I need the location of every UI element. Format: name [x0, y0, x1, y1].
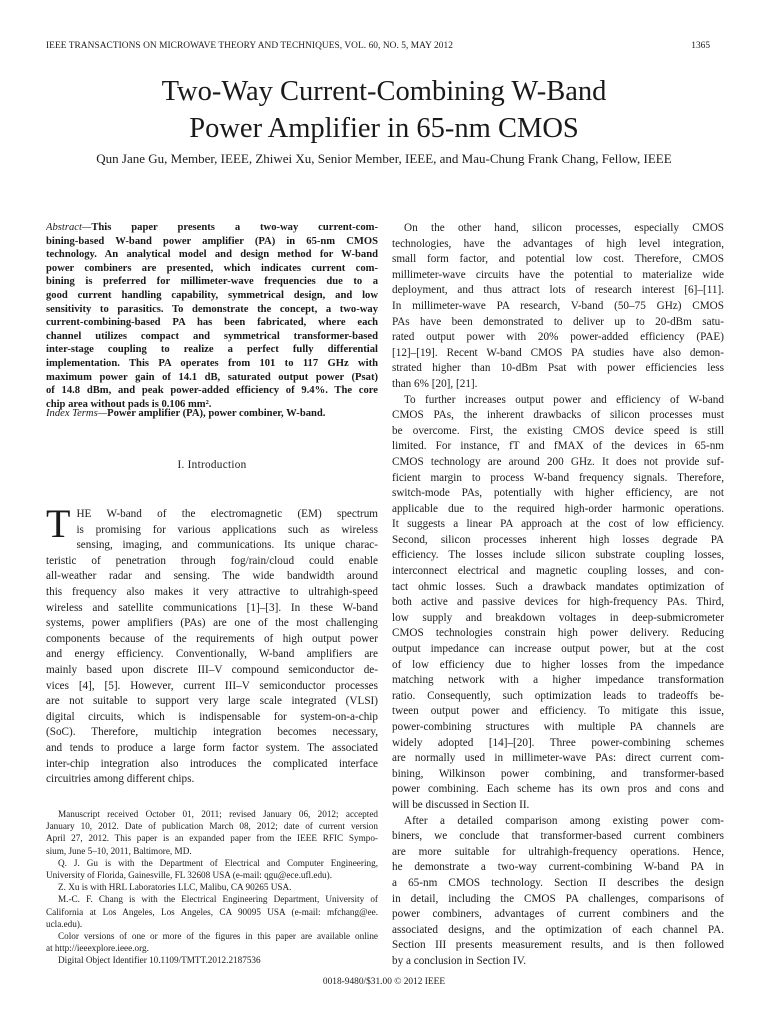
body-line: [12]–[19]. Recent W-band CMOS PA studies have also demon-: [392, 346, 724, 359]
body-line: It suggests a linear PA approach at the cost of low efficiency.: [392, 518, 724, 531]
introduction-text: [46, 501, 378, 788]
footnote-line: University of Florida, Gainesville, FL 32608 USA (e-mail: qgu@ece.ufl.edu).: [46, 869, 332, 880]
body-line: switch-mode PAs, potentially with higher efficiency, are not: [392, 487, 724, 500]
body-line: millimeter-wave circuits have the potential to materialize wide: [392, 268, 724, 281]
body-line: of low efficiency due to higher losses from the impedance: [392, 658, 724, 671]
abstract-line-text: bining-based W-band power amplifier (PA) in 65-nm CMOS: [46, 235, 378, 247]
copyright-footer: 0018-9480/$31.00 © 2012 IEEE: [322, 977, 446, 987]
body-line: applicable due to the required high-order harmonic operations.: [392, 502, 724, 515]
body-line: Second, silicon processes inherent high losses degrade PA: [392, 533, 724, 546]
index-terms: [46, 407, 378, 423]
abstract-line: [46, 371, 378, 385]
body-line: After a detailed comparison among existing power com-: [404, 814, 724, 827]
abstract-line: [46, 235, 378, 249]
abstract-line-text: implementation. This PA operates from 101 to 117 GHz with: [46, 357, 378, 369]
body-line: efficiency. The losses include silicon substrate coupling losses,: [392, 549, 724, 562]
body-line: are more suitable for ultrahigh-frequency operations. Hence,: [392, 845, 724, 858]
index-terms-text: Power amplifier (PA), power combiner, W-band.: [107, 408, 326, 419]
intro-line: HE W-band of the electromagnetic (EM) spectrum: [76, 508, 378, 520]
body-line: On the other hand, silicon processes, especially CMOS: [404, 222, 724, 234]
abstract-line-text: channel utilizes compact and symmetrical transformer-based: [46, 330, 378, 342]
body-line: CMOS technologies constrain high power delivery. Reducing: [392, 627, 724, 640]
body-line: To further increases output power and efficiency of W-band: [404, 393, 724, 406]
body-line: CMOS PAs, the inherent drawbacks of silicon processes must: [392, 409, 724, 422]
body-line: ficient margin to process W-band frequency signals. Therefore,: [392, 471, 724, 484]
body-line: small form factor, and potential low cost. Therefore, CMOS: [392, 253, 724, 266]
body-line: low supply and breakdown voltages in deep-submicrometer: [392, 611, 724, 624]
intro-line: are not suitable to support very large scale integrated (VLSI): [46, 695, 378, 708]
body-line: In millimeter-wave PA research, V-band (50–75 GHz) CMOS: [392, 299, 724, 312]
intro-line: (SoC). Therefore, multichip integration becomes necessary,: [46, 726, 378, 739]
footnote-line: sium, June 5–10, 2011, Baltimore, MD.: [46, 845, 192, 856]
body-line: strated higher than 10-dBm Psat with power efficiencies less: [392, 362, 724, 375]
body-line: biners, we conclude that transformer-based current combiners: [392, 830, 724, 843]
body-line: limited. For instance, fT and fMAX of the devices in 65-nm: [392, 440, 724, 453]
abstract-line: [46, 330, 378, 344]
footnote-line: April 27, 2012. This paper is an expanded paper from the IEEE RFIC Sympo-: [46, 833, 378, 844]
intro-line: this frequency also makes it very attractive to ultrahigh-speed: [46, 585, 378, 598]
abstract-line-text: good current handling capability, symmetrical design, and low: [46, 289, 378, 301]
footnote-line: ucla.edu).: [46, 918, 83, 929]
intro-line: mainly based upon discrete III–V compound semiconductor de-: [46, 663, 378, 676]
body-line: are normally used in millimeter-wave PAs: direct current com-: [392, 752, 724, 765]
body-line: tween output power and efficiency. To mitigate this issue,: [392, 705, 724, 718]
body-line: bining, Wilkinson power combining, and transformer-based: [392, 767, 724, 780]
body-line: will be discussed in Section II.: [392, 798, 530, 811]
intro-line: components because of the requirements of high output power: [46, 632, 378, 645]
abstract-line-text: bining is preferred for millimeter-wave frequencies due to a: [46, 276, 378, 288]
abstract: [46, 221, 378, 411]
abstract-line: [46, 262, 378, 276]
body-line: power combining. Each scheme has its own pros and cons and: [392, 783, 724, 796]
body-line: power-combining structures with multiple PA channels are: [392, 721, 724, 733]
footnote-line: California at Los Angeles, Los Angeles, CA 90095 USA (e-mail: mfchang@ee.: [46, 906, 378, 917]
abstract-line-text: maximum power gain of 14.1 dB, saturated output power (Psat): [46, 371, 378, 383]
footnote-line: January 10, 2012. Date of publication March 08, 2012; date of current version: [46, 821, 378, 832]
intro-line: is promising for various applications such as wireless: [76, 523, 378, 536]
index-terms-lead: Index Terms—: [46, 408, 108, 419]
body-line: Section III presents measurement results, and is then followed: [392, 939, 724, 952]
footnote-line: Manuscript received October 01, 2011; revised January 06, 2012; accepted: [58, 809, 378, 819]
paper-title-line-2: Power Amplifier in 65-nm CMOS: [189, 113, 579, 144]
abstract-line: [46, 384, 378, 398]
body-line: in detail, including the CMOS PA challenges, comparisons of: [392, 892, 724, 905]
body-line: CMOS technology are around 200 GHz. It does not provide suf-: [392, 455, 724, 468]
abstract-line-text: chip area without pads is 0.106 mm².: [46, 398, 212, 410]
body-line: interconnect electrical and magnetic coupling losses, and con-: [392, 565, 724, 578]
right-column-text: [392, 221, 724, 970]
journal-header: IEEE TRANSACTIONS ON MICROWAVE THEORY AND TECHNIQUES, VOL. 60, NO. 5, MAY 2012: [46, 41, 453, 51]
body-line: power combiners, advantages of current combiners and the: [392, 908, 724, 921]
footnote-line: Digital Object Identifier 10.1109/TMTT.2012.2187536: [58, 955, 261, 966]
footnotes: [46, 808, 378, 966]
abstract-line-text: technology. An analytical model and design method for W-band: [46, 249, 378, 261]
footnote-line: Color versions of one or more of the figures in this paper are available online: [58, 930, 378, 941]
footnote-line: at http://ieeexplore.ieee.org.: [46, 943, 149, 954]
abstract-line: [46, 248, 378, 262]
footnote-line: Z. Xu is with HRL Laboratories LLC, Malibu, CA 90265 USA.: [58, 882, 292, 893]
abstract-line: [46, 221, 378, 235]
intro-line: digital circuits, which is indispensable for system-on-a-chip: [46, 710, 378, 723]
abstract-line: [46, 303, 378, 317]
page-number: 1365: [691, 41, 710, 51]
body-line: by a conclusion in Section IV.: [392, 954, 527, 967]
intro-line: and tends to produce a large form factor system. The associated: [46, 741, 378, 754]
intro-line: systems, power amplifiers (PAs) are one of the most challenging: [46, 617, 378, 630]
author-list: Qun Jane Gu, Member, IEEE, Zhiwei Xu, Senior Member, IEEE, and Mau-Chung Frank Chang, Fellow, IEEE: [96, 151, 672, 166]
body-line: tact ohmic losses. Such a drawback mandates optimization of: [392, 580, 724, 593]
intro-line: and energy efficiency. Conventionally, W-band amplifiers are: [46, 648, 378, 661]
body-line: deployment, and thus attract lots of research interest [6]–[11].: [392, 284, 724, 297]
body-line: output impedance can increase output power, but at the cost: [392, 643, 724, 656]
body-line: a 65-nm CMOS technology. Section II describes the design: [392, 876, 724, 889]
abstract-line-text: This paper presents a two-way current-com-: [91, 222, 378, 233]
intro-line: inter-chip integration also introduces the complicated interface: [46, 757, 378, 770]
intro-line: all-weather radar and sensing. The wide bandwidth around: [46, 570, 378, 583]
abstract-line-text: sensitivity to parasitics. To demonstrate the concept, a two-way: [46, 303, 378, 315]
section-heading: I. Introduction: [177, 459, 247, 471]
body-line: associated designs, and the optimization of each channel PA.: [392, 923, 724, 936]
body-line: both active and passive devices for high-frequency PAs. Third,: [392, 596, 724, 609]
footnote-line: M.-C. F. Chang is with the Electrical Engineering Department, University of: [58, 894, 378, 905]
abstract-line: [46, 316, 378, 330]
body-line: be overcome. First, the existing CMOS device speed is still: [392, 424, 724, 437]
abstract-line: [46, 343, 378, 357]
body-line: matching network with a higher impedance transformation: [392, 674, 724, 687]
intro-line: teristic of penetration through fog/rain/cloud could enable: [46, 554, 378, 567]
abstract-line-text: current-combining-based PA has been fabricated, where each: [46, 317, 378, 329]
paper-title-line-1: Two-Way Current-Combining W-Band: [161, 76, 607, 107]
abstract-line: [46, 275, 378, 289]
abstract-line-text: power combiners are presented, which indicates current com-: [46, 262, 378, 274]
body-line: than 6% [20], [21].: [392, 377, 478, 390]
body-line: rated output power with 20% power-added efficiency (PAE): [392, 331, 724, 344]
abstract-line: [46, 289, 378, 303]
abstract-line: [46, 357, 378, 371]
body-line: ratio. Consequently, such optimization leads to tradeoffs be-: [392, 689, 724, 702]
body-line: he demonstrate a two-way current-combining W-band PA in: [392, 861, 724, 874]
abstract-line-text: inter-stage coupling to realize a perfect fully differential: [46, 344, 378, 356]
intro-line: wireless and satellite communications [1]–[3]. In these W-band: [46, 601, 378, 614]
intro-line: vices [4], [5]. However, current III–V semiconductor processes: [46, 679, 378, 692]
intro-line: circuitries among different chips.: [46, 773, 195, 786]
body-line: widely adopted [14]–[20]. Three power-combining schemes: [392, 736, 724, 749]
abstract-line-text: of 14.8 dBm, and peak power-added efficiency of 9.4%. The core: [46, 385, 378, 397]
body-line: technologies, have the advantages of high level integration,: [392, 237, 724, 250]
drop-cap: T: [46, 501, 71, 546]
abstract-lead: Abstract—: [46, 222, 92, 233]
intro-line: sensing, imaging, and communications. Its unique charac-: [76, 539, 378, 552]
body-line: PAs have been demonstrated to deliver up to 20-dBm satu-: [392, 315, 724, 328]
footnote-line: Q. J. Gu is with the Department of Electrical and Computer Engineering,: [58, 857, 378, 868]
